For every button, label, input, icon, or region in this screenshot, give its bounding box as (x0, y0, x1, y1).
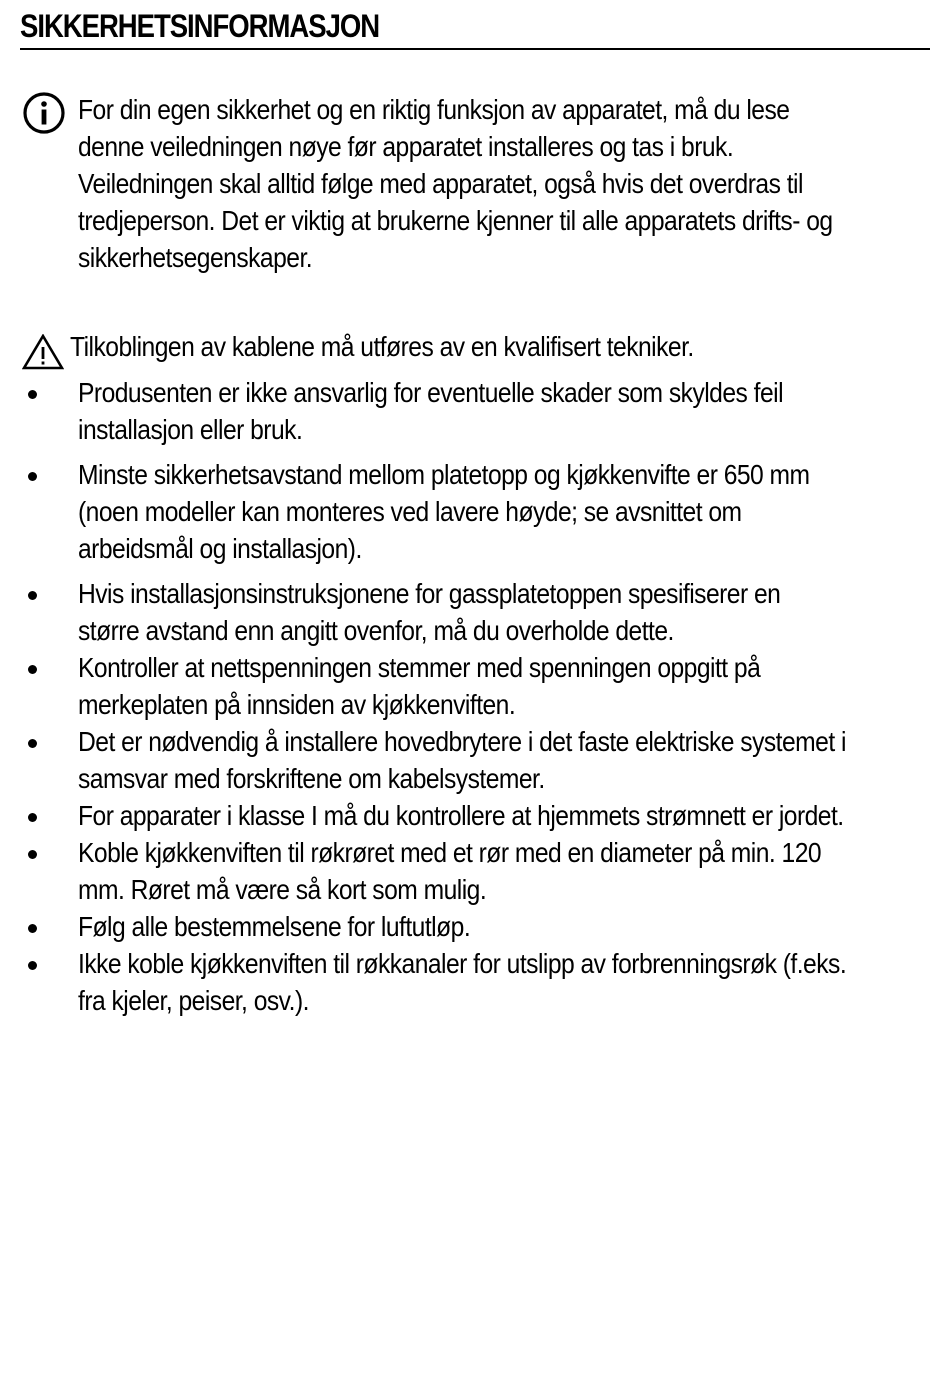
list-item-line: større avstand enn angitt ovenfor, må du overholde dette. (78, 615, 674, 646)
info-line: tredjeperson. Det er viktig at brukerne kjenner til alle apparatets drifts- og (78, 205, 833, 236)
list-item-line: installasjon eller bruk. (78, 414, 303, 445)
info-line: denne veiledningen nøye før apparatet installeres og tas i bruk. (78, 131, 734, 162)
warning-triangle-icon (22, 334, 64, 370)
list-item-line: arbeidsmål og installasjon). (78, 533, 362, 564)
list-item-line: Hvis installasjonsinstruksjonene for gassplatetoppen spesifiserer en (78, 578, 781, 609)
list-item-line: Kontroller at nettspenningen stemmer med spenningen oppgitt på (78, 652, 761, 683)
list-item (22, 374, 932, 448)
info-circle-icon (22, 91, 66, 135)
list-item-line: mm. Røret må være så kort som mulig. (78, 874, 487, 905)
list-item (22, 908, 932, 945)
title-underline (20, 48, 930, 50)
list-item (22, 797, 932, 834)
list-item-line: Følg alle bestemmelsene for luftutløp. (78, 911, 471, 942)
bullet-dot-icon (28, 665, 37, 674)
list-item-line: Minste sikkerhetsavstand mellom platetopp og kjøkkenvifte er 650 mm (78, 459, 810, 490)
list-item-line: Ikke koble kjøkkenviften til røkkanaler for utslipp av forbrenningsrøk (f.eks. (78, 948, 847, 979)
bullet-dot-icon (28, 961, 37, 970)
bullet-dot-icon (28, 850, 37, 859)
list-item-line: fra kjeler, peiser, osv.). (78, 985, 309, 1016)
info-line: sikkerhetsegenskaper. (78, 242, 313, 273)
list-item (22, 945, 932, 1019)
bullet-dot-icon (28, 739, 37, 748)
safety-bullet-list (22, 374, 932, 1019)
info-text (78, 91, 938, 276)
list-item (22, 834, 932, 908)
list-item (22, 575, 932, 649)
list-item-line: samsvar med forskriftene om kabelsystemer. (78, 763, 545, 794)
list-item (22, 723, 932, 797)
page-title: SIKKERHETSINFORMASJON (20, 8, 380, 44)
list-item-line: Koble kjøkkenviften til røkrøret med et rør med en diameter på min. 120 (78, 837, 822, 868)
warning-line: Tilkoblingen av kablene må utføres av en kvalifisert tekniker. (70, 331, 694, 362)
bullet-dot-icon (28, 813, 37, 822)
list-item (22, 649, 932, 723)
list-item-line: Produsenten er ikke ansvarlig for eventuelle skader som skyldes feil (78, 377, 784, 408)
list-item-line: For apparater i klasse I må du kontrollere at hjemmets strømnett er jordet. (78, 800, 844, 831)
bullet-dot-icon (28, 924, 37, 933)
warning-text (70, 328, 950, 365)
info-line: Veiledningen skal alltid følge med apparatet, også hvis det overdras til (78, 168, 803, 199)
info-line: For din egen sikkerhet og en riktig funksjon av apparatet, må du lese (78, 94, 790, 125)
list-item-line: Det er nødvendig å installere hovedbrytere i det faste elektriske systemet i (78, 726, 846, 757)
bullet-dot-icon (28, 472, 37, 481)
bullet-dot-icon (28, 591, 37, 600)
list-item (22, 456, 932, 567)
list-item-line: (noen modeller kan monteres ved lavere høyde; se avsnittet om (78, 496, 742, 527)
list-item-line: merkeplaten på innsiden av kjøkkenviften. (78, 689, 516, 720)
bullet-dot-icon (28, 390, 37, 399)
